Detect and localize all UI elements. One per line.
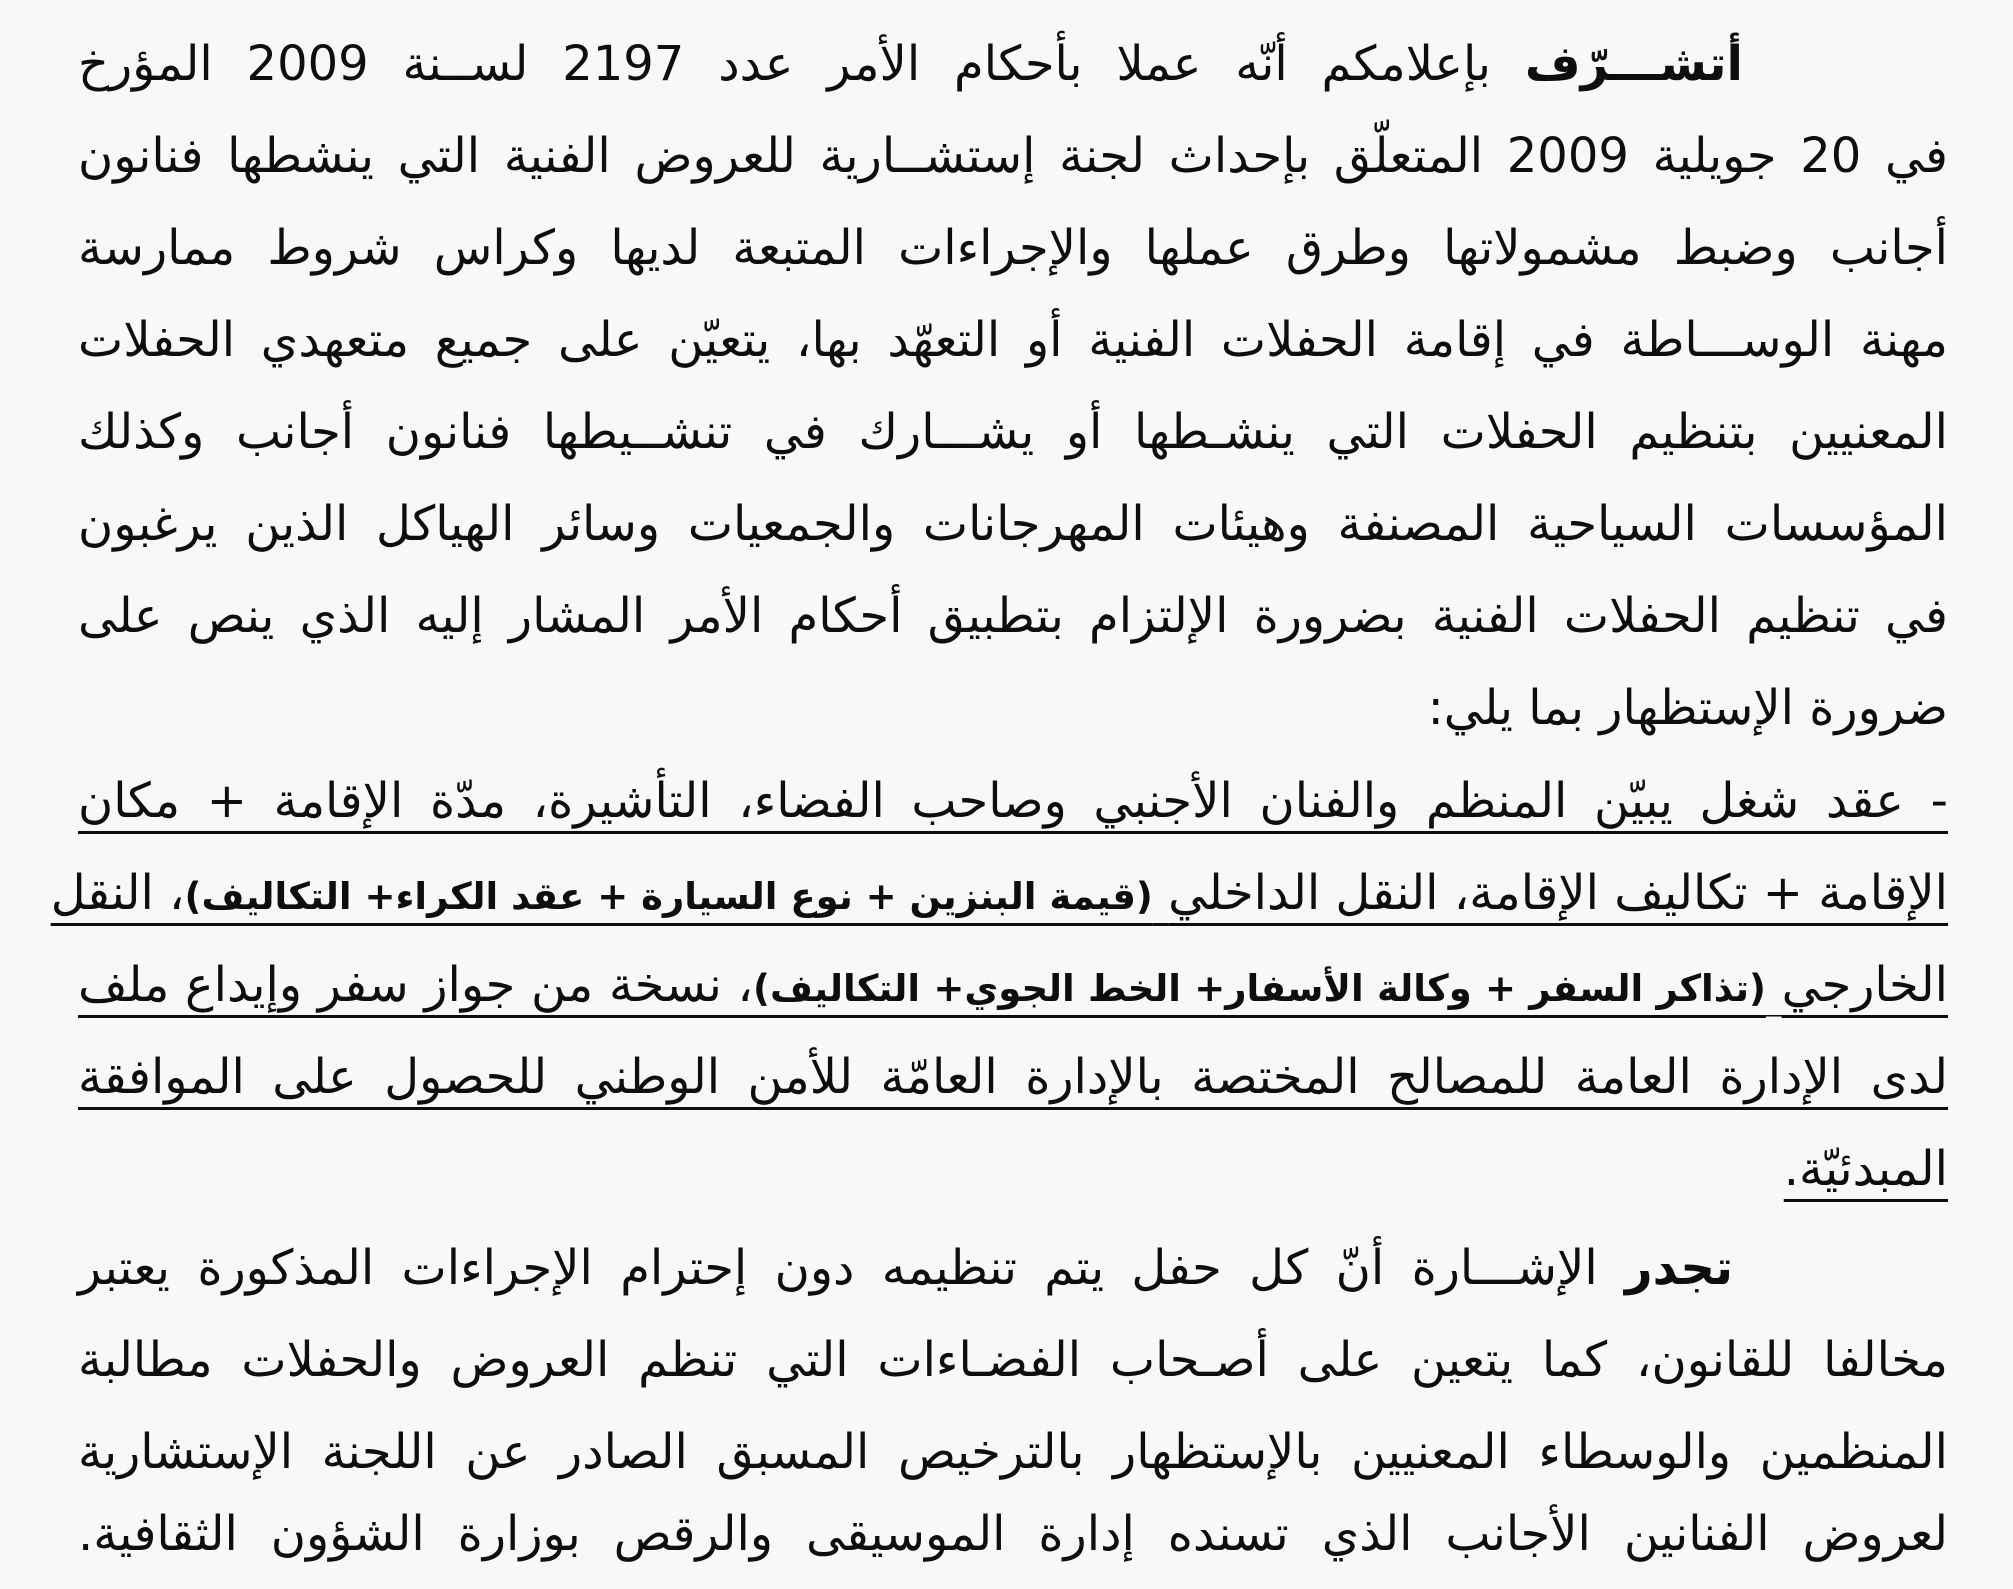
requirements-list [50,755,1948,1225]
opening-word: أتشـــرّف [1524,36,1743,92]
notice-paragraph [78,1222,1948,1582]
text-line [78,1222,1948,1314]
text-line: ضرورة الإستظهار بما يلي: [1427,680,1948,736]
external-transport-details: (تذاكر السفر + وكالة الأسفار+ الخط الجوي+ التكاليف) [753,967,1766,1010]
text-line: أجانب وضبط مشمولاتها وطرق عملها والإجراءات المتبعة لديها وكراس شروط ممارسة [78,220,1948,276]
requirement-line: المبدئيّة. [1783,1141,1948,1197]
requirement-line [78,939,1948,1031]
intro-paragraph [78,18,1948,758]
requirement-line: لدى الإدارة العامة للمصالح المختصة بالإدارة العامّة للأمن الوطني للحصول على الموافقة [78,1049,1948,1105]
text-line: مخالفا للقانون، كما يتعين على أصـحاب الفضـاءات التي تنظم العروض والحفلات مطالبة [78,1332,1948,1388]
line-text: ، النقل [50,865,185,921]
internal-transport-details: (قيمة البنزين + نوع السيارة + عقد الكراء+ التكاليف) [184,875,1153,918]
opening-word: تجدر [1625,1240,1733,1296]
text-line: لعروض الفنانين الأجانب الذي تسنده إدارة الموسيقى والرقص بوزارة الشؤون الثقافية. [78,1506,1948,1562]
requirement-line: - عقد شغل يبيّن المنظم والفنان الأجنبي وصاحب الفضاء، التأشيرة، مدّة الإقامة + مكان [78,773,1948,829]
text-line: المعنيين بتنظيم الحفلات التي ينشـطها أو يشـــارك في تنشــيطها فنانون أجانب وكذلك [78,404,1948,460]
text-line: في 20 جويلية 2009 المتعلّق بإحداث لجنة إستشــارية للعروض الفنية التي ينشطها فنانون [78,128,1949,184]
requirement-line [50,847,1948,939]
text-line [78,18,1948,110]
text-line: في تنظيم الحفلات الفنية بضرورة الإلتزام بتطبيق أحكام الأمر المشار إليه الذي ينص على [78,588,1948,644]
text-line: المنظمين والوسطاء المعنيين بالإستظهار بالترخيص المسبق الصادر عن اللجنة الإستشارية [78,1424,1948,1480]
line-text: الإشـــارة أنّ كل حفل يتم تنظيمه دون إحترام الإجراءات المذكورة يعتبر [78,1240,1598,1296]
line-text: ، نسخة من جواز سفر وإيداع ملف [78,957,754,1013]
text-line: المؤسسات السياحية المصنفة وهيئات المهرجانات والجمعيات وسائر الهياكل الذين يرغبون [78,496,1948,552]
line-text: بإعلامكم أنّه عملا بأحكام الأمر عدد 2197 لســنة 2009 المؤرخ [78,36,1491,92]
text-line: مهنة الوســـاطة في إقامة الحفلات الفنية أو التعهّد بها، يتعيّن على جميع متعهدي الحفلات [78,312,1948,368]
line-text: الخارجي [1781,957,1948,1013]
line-text: الإقامة + تكاليف الإقامة، النقل الداخلي [1168,865,1948,921]
